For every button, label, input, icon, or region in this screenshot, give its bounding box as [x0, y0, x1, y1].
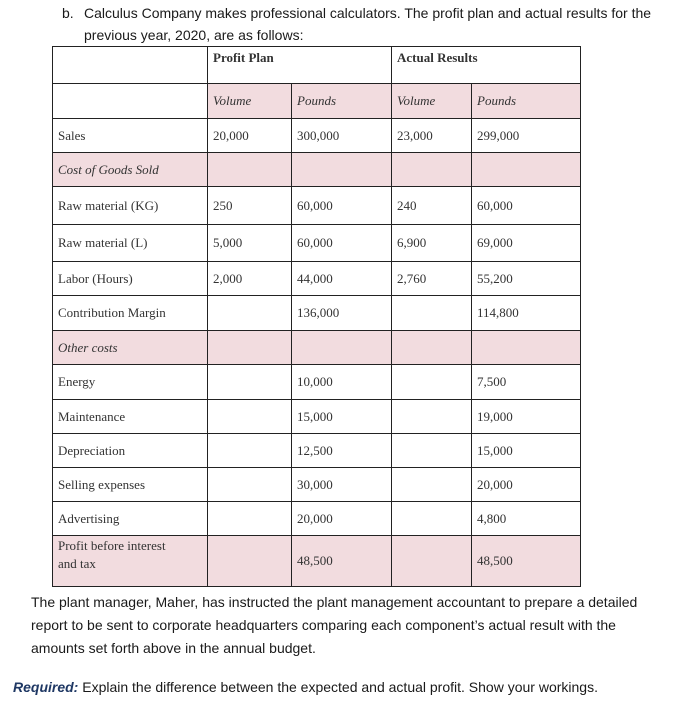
row-label: Other costs	[53, 331, 208, 365]
plan-pounds-cell: 20,000	[292, 502, 392, 536]
plan-pounds-cell	[292, 331, 392, 365]
plan-volume-cell	[208, 536, 292, 587]
plan-volume-cell	[208, 400, 292, 434]
table-row-energy	[53, 365, 581, 400]
actual-pounds-cell: 15,000	[472, 434, 581, 468]
plan-volume-cell	[208, 434, 292, 468]
actual-volume-cell: 23,000	[392, 119, 472, 153]
plan-volume-header: Volume	[208, 84, 292, 119]
actual-volume-cell	[392, 502, 472, 536]
list-marker: b.	[62, 5, 74, 21]
table-row-raw-material-l	[53, 225, 581, 262]
row-label: Selling expenses	[53, 468, 208, 502]
actual-volume-cell	[392, 536, 472, 587]
row-label: Labor (Hours)	[53, 262, 208, 296]
table-row-labor-hours	[53, 262, 581, 296]
plan-pounds-cell: 44,000	[292, 262, 392, 296]
plan-volume-cell: 5,000	[208, 225, 292, 262]
table-row-maintenance	[53, 400, 581, 434]
actual-volume-cell: 2,760	[392, 262, 472, 296]
row-label: Energy	[53, 365, 208, 400]
actual-pounds-cell: 7,500	[472, 365, 581, 400]
intro-paragraph	[62, 2, 662, 46]
header-blank-cell	[53, 47, 208, 84]
plan-pounds-cell	[292, 153, 392, 187]
actual-volume-cell	[392, 296, 472, 331]
plan-pounds-cell: 60,000	[292, 225, 392, 262]
row-label-line-1: Profit before interest	[58, 538, 166, 553]
row-label-line-2: and tax	[58, 556, 96, 571]
plan-pounds-cell: 30,000	[292, 468, 392, 502]
actual-pounds-cell: 60,000	[472, 187, 581, 225]
actual-pounds-cell: 55,200	[472, 262, 581, 296]
plan-pounds-cell: 12,500	[292, 434, 392, 468]
row-label: Depreciation	[53, 434, 208, 468]
table-row-contribution-margin	[53, 296, 581, 331]
actual-volume-cell	[392, 331, 472, 365]
required-label: Required:	[13, 679, 79, 695]
plan-volume-cell: 2,000	[208, 262, 292, 296]
actual-volume-cell: 240	[392, 187, 472, 225]
table-row-other-costs	[53, 331, 581, 365]
plan-volume-cell	[208, 365, 292, 400]
actual-volume-cell	[392, 365, 472, 400]
actual-pounds-cell: 69,000	[472, 225, 581, 262]
plan-volume-cell	[208, 153, 292, 187]
plan-pounds-cell: 300,000	[292, 119, 392, 153]
plan-pounds-cell: 15,000	[292, 400, 392, 434]
table-row-advertising	[53, 502, 581, 536]
actual-pounds-header: Pounds	[472, 84, 581, 119]
row-label: Maintenance	[53, 400, 208, 434]
intro-text: Calculus Company makes professional calculators. The profit plan and actual results for the previous year, 2020, are as follows:	[84, 5, 652, 43]
table-row-cost-of-goods-sold	[53, 153, 581, 187]
plan-pounds-cell: 136,000	[292, 296, 392, 331]
plan-pounds-cell: 10,000	[292, 365, 392, 400]
actual-pounds-cell	[472, 331, 581, 365]
table-row-raw-material-kg	[53, 187, 581, 225]
plan-pounds-cell: 48,500	[292, 536, 392, 587]
plan-volume-cell	[208, 331, 292, 365]
required-text: Explain the difference between the expected and actual profit. Show your workings.	[82, 679, 598, 695]
row-label	[53, 536, 208, 587]
actual-pounds-cell: 114,800	[472, 296, 581, 331]
table-group-header-row	[53, 47, 581, 84]
table-row-sales	[53, 119, 581, 153]
actual-results-header: Actual Results	[392, 47, 581, 84]
header-blank-cell	[53, 84, 208, 119]
row-label: Raw material (L)	[53, 225, 208, 262]
actual-volume-cell: 6,900	[392, 225, 472, 262]
manager-instruction-paragraph: The plant manager, Maher, has instructed the plant management accountant to prepare a detailed report to be sent to corporate headquarters comparing each component’s actual result with the amounts set forth above in the annual budget.	[31, 594, 638, 656]
row-label: Cost of Goods Sold	[53, 153, 208, 187]
plan-volume-cell	[208, 296, 292, 331]
plan-pounds-cell: 60,000	[292, 187, 392, 225]
table-column-header-row	[53, 84, 581, 119]
profit-plan-table	[52, 46, 581, 587]
actual-pounds-cell: 48,500	[472, 536, 581, 587]
actual-pounds-cell: 299,000	[472, 119, 581, 153]
row-label: Sales	[53, 119, 208, 153]
actual-volume-cell	[392, 434, 472, 468]
actual-volume-cell	[392, 468, 472, 502]
row-label: Contribution Margin	[53, 296, 208, 331]
plan-volume-cell: 20,000	[208, 119, 292, 153]
actual-pounds-cell: 19,000	[472, 400, 581, 434]
actual-volume-cell	[392, 400, 472, 434]
actual-pounds-cell: 4,800	[472, 502, 581, 536]
plan-pounds-header: Pounds	[292, 84, 392, 119]
required-paragraph	[13, 676, 673, 698]
table-row-selling-expenses	[53, 468, 581, 502]
actual-volume-header: Volume	[392, 84, 472, 119]
table-row-depreciation	[53, 434, 581, 468]
actual-pounds-cell	[472, 153, 581, 187]
table-row-profit-before-interest-and-tax	[53, 536, 581, 587]
row-label: Advertising	[53, 502, 208, 536]
row-label: Raw material (KG)	[53, 187, 208, 225]
plan-volume-cell	[208, 502, 292, 536]
plan-volume-cell: 250	[208, 187, 292, 225]
actual-pounds-cell: 20,000	[472, 468, 581, 502]
actual-volume-cell	[392, 153, 472, 187]
plan-volume-cell	[208, 468, 292, 502]
profit-plan-header: Profit Plan	[208, 47, 392, 84]
